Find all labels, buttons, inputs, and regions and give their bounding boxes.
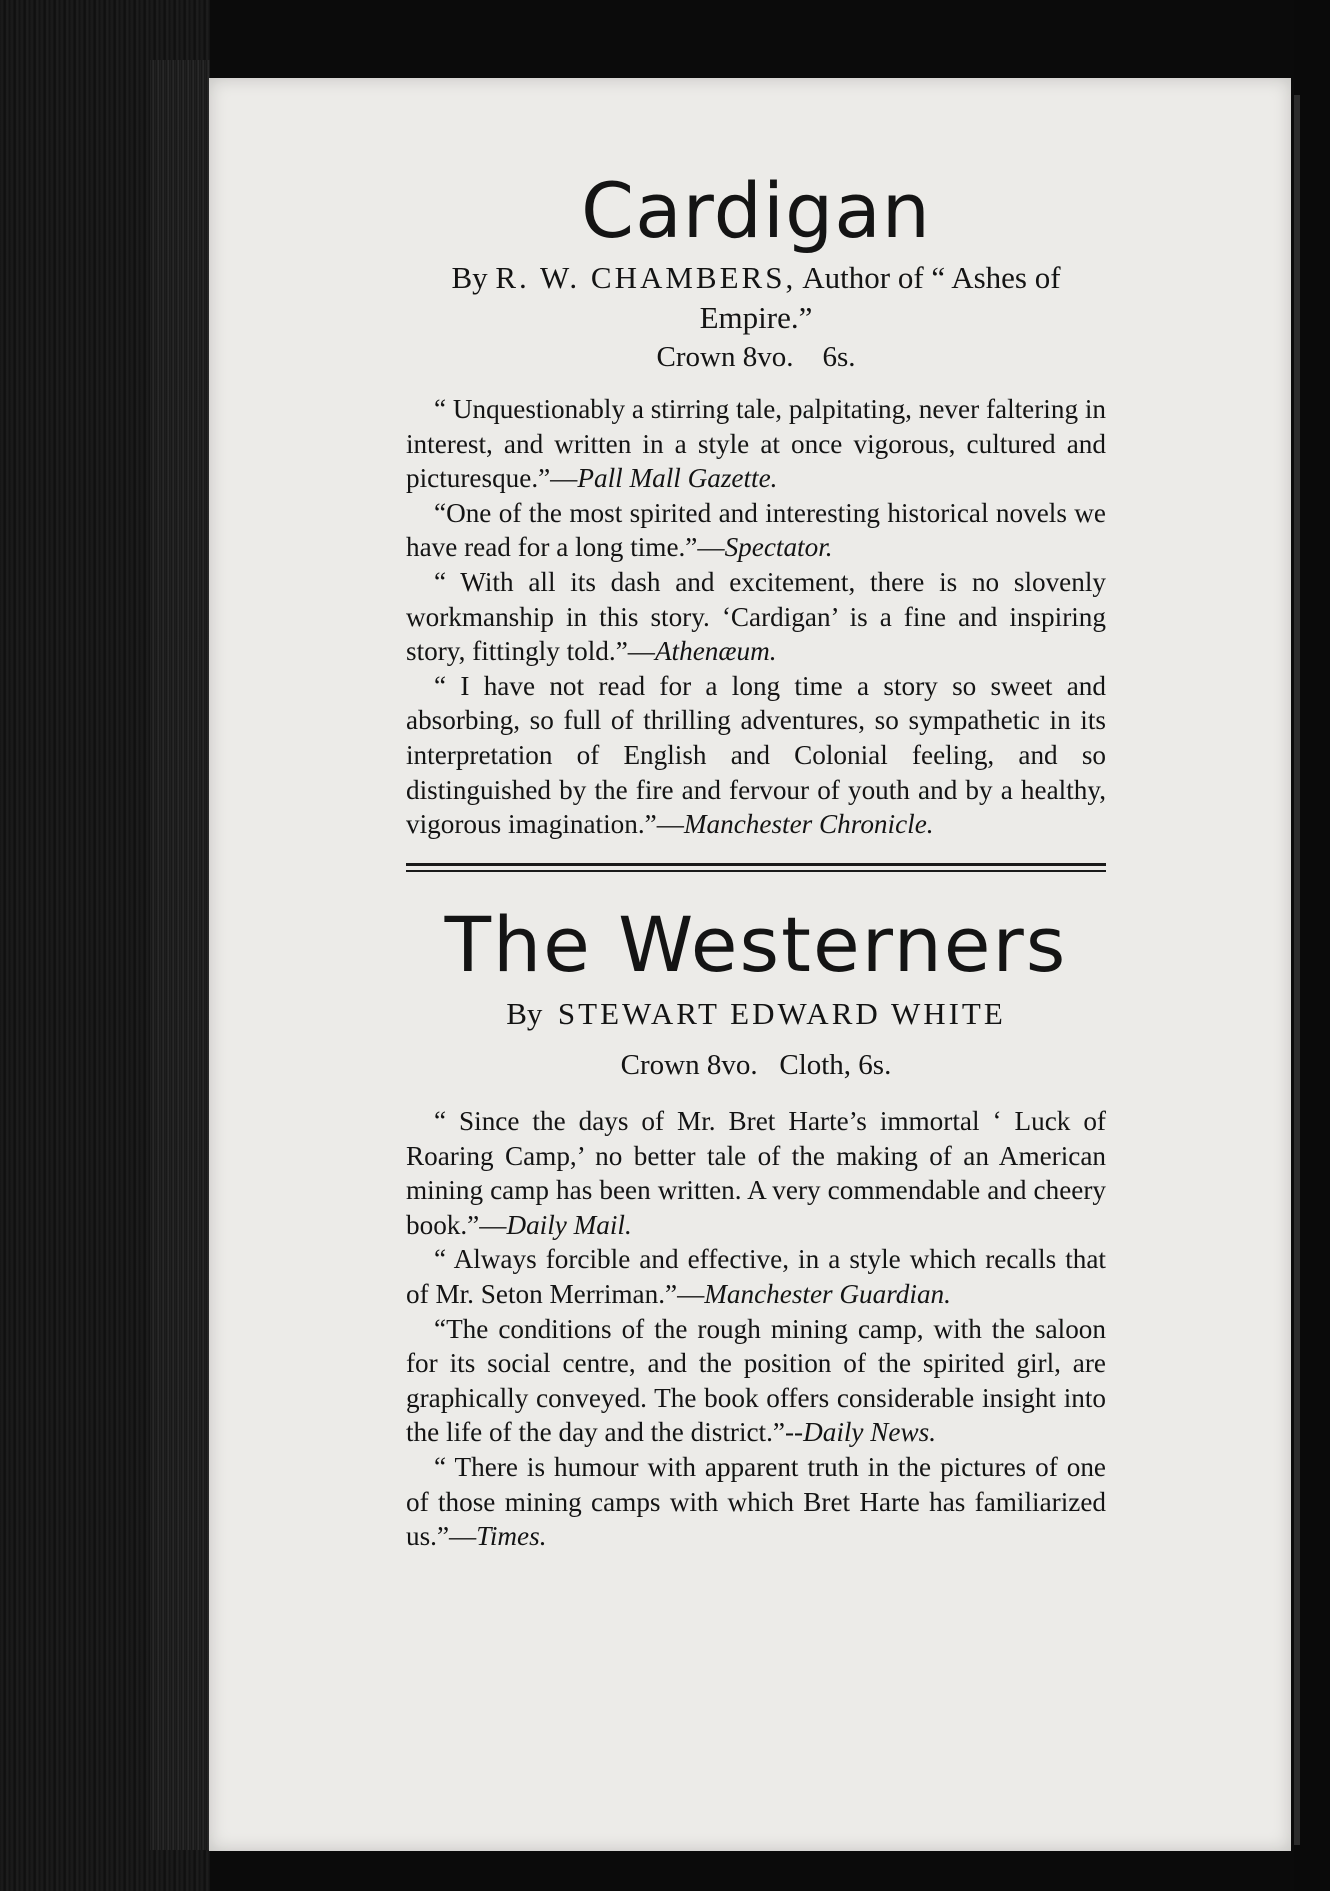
- section-divider: [406, 863, 1106, 872]
- byline-prefix: By: [506, 996, 543, 1031]
- byline-prefix: By: [451, 260, 488, 295]
- author-name: R. W. CHAMBERS,: [495, 260, 797, 295]
- book-title-westerners: The Westerners: [444, 900, 1068, 989]
- review-source: Times.: [476, 1521, 547, 1552]
- author-note: Author of “ Ashes of Empire.”: [699, 260, 1061, 335]
- author-name: STEWART EDWARD WHITE: [557, 996, 1006, 1031]
- book-page: [209, 78, 1291, 1851]
- review-source: Manchester Guardian.: [704, 1278, 951, 1309]
- byline-westerners: [406, 994, 1106, 1034]
- scan-left-edge: [0, 0, 210, 1891]
- review-source: Daily Mail.: [506, 1209, 632, 1240]
- review-source: Daily News.: [803, 1417, 937, 1448]
- scan-right-edge: [1294, 0, 1330, 1891]
- review-1: “ Unquestionably a stirring tale, palpitating, never faltering in interest, and written in a style at once vigorous, cultured and picturesque.”—Pall Mall Gazette.: [406, 394, 1106, 494]
- publication-info-westerners: Crown 8vo. Cloth, 6s.: [620, 1049, 892, 1081]
- review-3: “ With all its dash and excitement, there is no slovenly workmanship in this story. ‘Cardigan’ is a fine and inspiring story, fittingly told.”—Athenæum.: [406, 566, 1106, 667]
- publication-info-cardigan: Crown 8vo. 6s.: [656, 341, 856, 373]
- byline-cardigan: [406, 258, 1106, 338]
- review-3: “The conditions of the rough mining camp, with the saloon for its social centre, and the position of the spirited girl, are graphically conveyed. The book offers considerable insight into the life of the day and the district.”--Daily News.: [406, 1313, 1106, 1448]
- review-2: “One of the most spirited and interesting historical novels we have read for a long time.”—Spectator.: [406, 497, 1106, 563]
- review-source: Manchester Chronicle.: [683, 809, 934, 840]
- review-4: “ I have not read for a long time a story so sweet and absorbing, so full of thrilling adventures, so sympathetic in its interpretation of English and Colonial feeling, and so distinguished by the fire and fervour of youth and by a healthy, vigorous imagination.”—Manchester Chronicle.: [406, 670, 1106, 840]
- section-cardigan: [406, 166, 1106, 842]
- review-source: Spectator.: [724, 532, 833, 563]
- section-westerners: [406, 900, 1106, 1554]
- review-2: “ Always forcible and effective, in a style which recalls that of Mr. Seton Merriman.”—Manchester Guardian.: [406, 1244, 1106, 1309]
- review-source: Pall Mall Gazette.: [577, 463, 778, 494]
- book-title-cardigan: Cardigan: [581, 166, 931, 255]
- review-4: “ There is humour with apparent truth in the pictures of one of those mining camps with which Bret Harte has familiarized us.”—Times.: [406, 1451, 1106, 1552]
- review-source: Athenæum.: [654, 636, 777, 667]
- review-1: “ Since the days of Mr. Bret Harte’s immortal ‘ Luck of Roaring Camp,’ no better tale of the making of an American mining camp has been written. A very commendable and cheery book.”—Daily Mail.: [406, 1106, 1106, 1240]
